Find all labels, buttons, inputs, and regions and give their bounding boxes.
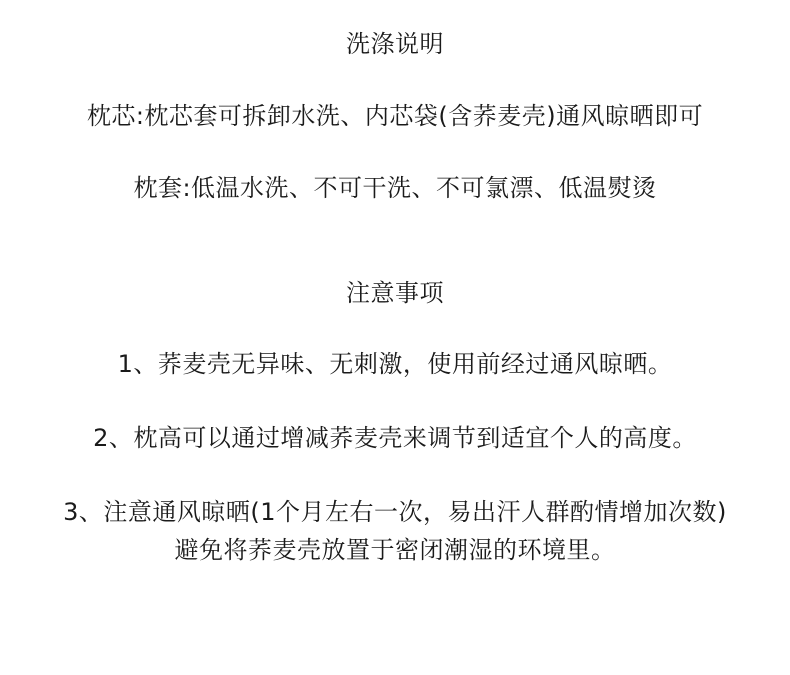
pillow-case-instruction: 枕套:低温水洗、不可干洗、不可氯漂、低温熨烫 <box>133 174 657 202</box>
pillow-core-instruction: 枕芯:枕芯套可拆卸水洗、内芯袋(含荞麦壳)通风晾晒即可 <box>86 102 704 130</box>
note-item: 3、注意通风晾晒(1个月左右一次，易出汗人群酌情增加次数) <box>63 498 727 526</box>
note-item-continuation: 避免将荞麦壳放置于密闭潮湿的环境里。 <box>174 536 616 564</box>
note-item: 2、枕高可以通过增减荞麦壳来调节到适宜个人的高度。 <box>93 424 697 452</box>
washing-title: 洗涤说明 <box>346 30 444 58</box>
note-item: 1、荞麦壳无异味、无刺激，使用前经过通风晾晒。 <box>117 350 673 378</box>
notes-title: 注意事项 <box>346 279 444 307</box>
